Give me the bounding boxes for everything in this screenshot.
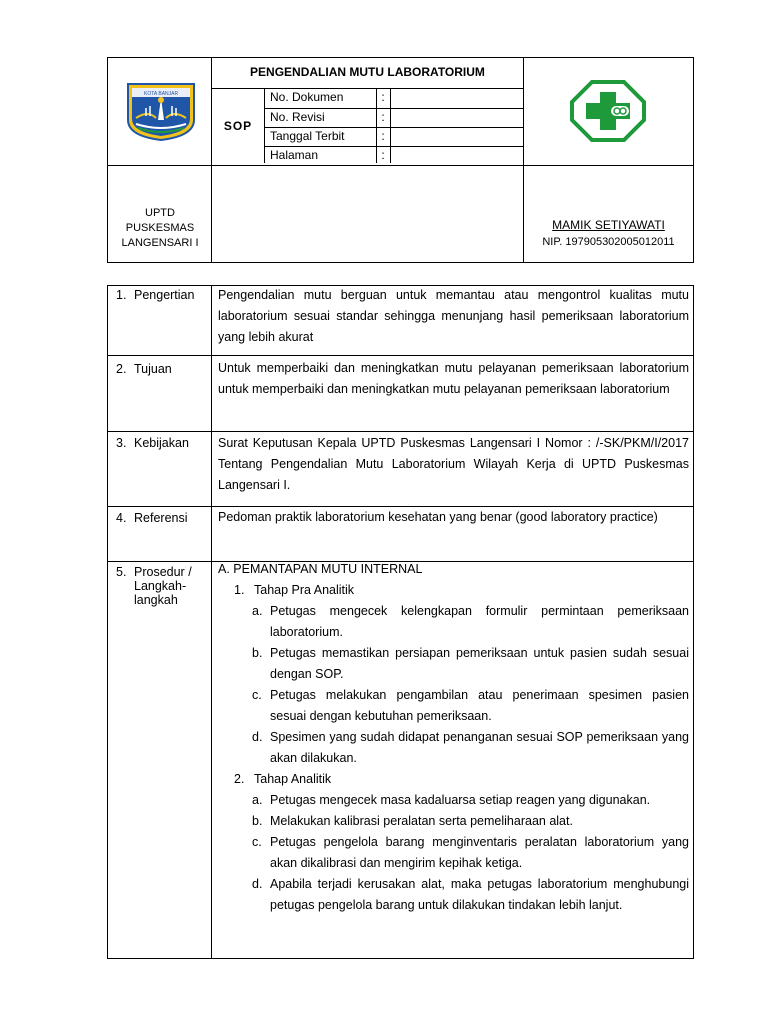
stage-title: Tahap Pra Analitik xyxy=(254,583,355,597)
list-item xyxy=(218,790,689,811)
organization-name xyxy=(108,165,212,264)
stage-heading xyxy=(218,580,689,601)
row-divider xyxy=(108,355,693,356)
item-letter: a. xyxy=(252,604,263,618)
signer-block xyxy=(523,165,694,264)
meta-colon: : xyxy=(381,148,385,162)
sop-label: SOP xyxy=(223,119,253,133)
section-number: 5. xyxy=(116,565,127,579)
section-title: Prosedur / xyxy=(134,565,192,579)
item-text: Melakukan kalibrasi peralatan serta pemeliharaan alat. xyxy=(270,814,573,828)
section-title: Tujuan xyxy=(134,362,172,376)
stage-heading xyxy=(218,769,689,790)
meta-label: Halaman xyxy=(270,148,319,162)
item-letter: d. xyxy=(252,877,263,891)
logo-lettering: KOTA BANJAR xyxy=(144,91,179,97)
item-text: Petugas memastikan persiapan pemeriksaan untuk pasien sudah sesuai dengan SOP. xyxy=(270,646,689,681)
item-text: Petugas mengecek kelengkapan formulir permintaan pemeriksaan laboratorium. xyxy=(270,604,689,639)
list-item xyxy=(218,832,689,874)
item-text: Apabila terjadi kerusakan alat, maka petugas laboratorium menghubungi petugas pengelola barang untuk dilakukan tindakan lebih lanjut. xyxy=(270,877,689,912)
org-line: PUSKESMAS xyxy=(125,222,195,234)
section-text-kebijakan: Surat Keputusan Kepala UPTD Puskesmas Langensari I Nomor : /-SK/PKM/I/2017 Tentang Pengendalian Mutu Laboratorium Wilayah Kerja di UPTD Puskesmas Langensari I. xyxy=(218,436,689,492)
section-number: 2. xyxy=(116,362,127,376)
item-letter: b. xyxy=(252,646,263,660)
section-title: Pengertian xyxy=(134,288,195,302)
item-letter: b. xyxy=(252,814,263,828)
sop-content-table xyxy=(107,285,694,959)
section-title: Referensi xyxy=(134,511,188,525)
item-text: Spesimen yang sudah didapat penanganan sesuai SOP pemeriksaan yang akan dilakukan. xyxy=(270,730,689,765)
section-label-referensi xyxy=(116,511,188,525)
meta-colon: : xyxy=(381,90,385,104)
procedure-content xyxy=(218,559,689,916)
row-divider xyxy=(108,431,693,432)
section-label-kebijakan xyxy=(116,436,189,450)
section-number: 3. xyxy=(116,436,127,450)
section-text-tujuan: Untuk memperbaiki dan meningkatkan mutu pelayanan pemeriksaan laboratorium untuk memperbaiki dan meningkatkan mutu pelayanan pemeriksaan laboratorium xyxy=(218,361,689,396)
list-item xyxy=(218,601,689,643)
meta-label: No. Revisi xyxy=(270,110,325,124)
item-letter: d. xyxy=(252,730,263,744)
stage-number: 2. xyxy=(234,772,245,786)
section-title: Langkah- xyxy=(134,579,187,593)
item-letter: a. xyxy=(252,793,263,807)
list-item xyxy=(218,685,689,727)
meta-row-no-dokumen xyxy=(264,88,523,107)
signer-nip: NIP. 197905302005012011 xyxy=(542,236,675,248)
section-text-referensi: Pedoman praktik laboratorium kesehatan yang benar (good laboratory practice) xyxy=(218,510,658,524)
stage-number: 1. xyxy=(234,583,245,597)
kota-banjar-logo xyxy=(122,80,200,142)
list-item xyxy=(218,643,689,685)
document-title: PENGENDALIAN MUTU LABORATORIUM xyxy=(250,65,485,79)
procedure-heading: A. PEMANTAPAN MUTU INTERNAL xyxy=(218,562,423,576)
sop-header-table xyxy=(107,57,694,263)
item-text: Petugas melakukan pengambilan atau penerimaan spesimen pasien sesuai dengan kebutuhan pemeriksaan. xyxy=(270,688,689,723)
item-text: Petugas mengecek masa kadaluarsa setiap reagen yang digunakan. xyxy=(270,793,651,807)
meta-row-halaman xyxy=(264,146,523,165)
signer-name: MAMIK SETIYAWATI xyxy=(552,218,665,232)
item-letter: c. xyxy=(252,688,262,702)
section-label-tujuan xyxy=(116,362,172,376)
list-item xyxy=(218,727,689,769)
list-item xyxy=(218,874,689,916)
meta-row-tanggal-terbit xyxy=(264,127,523,146)
section-label-prosedur xyxy=(116,565,192,607)
section-label-pengertian xyxy=(116,288,194,302)
section-text-pengertian: Pengendalian mutu berguan untuk memantau atau mengontrol kualitas mutu laboratorium sesuai standar sehingga menunjang hasil pemeriksaan laboratorium yang lebih akurat xyxy=(218,288,689,344)
meta-row-no-revisi xyxy=(264,108,523,127)
section-title: Kebijakan xyxy=(134,436,189,450)
list-item xyxy=(218,811,689,832)
meta-label: No. Dokumen xyxy=(270,90,344,104)
org-line: LANGENSARI I xyxy=(121,237,199,249)
puskesmas-logo xyxy=(570,80,646,142)
meta-colon: : xyxy=(381,129,385,143)
stage-title: Tahap Analitik xyxy=(254,772,332,786)
section-number: 4. xyxy=(116,511,127,525)
meta-colon: : xyxy=(381,110,385,124)
item-letter: c. xyxy=(252,835,262,849)
meta-label: Tanggal Terbit xyxy=(270,129,345,143)
section-title: langkah xyxy=(134,593,178,607)
item-text: Petugas pengelola barang menginventaris peralatan laboratorium yang akan dikalibrasi dan mengirim kepihak ketiga. xyxy=(270,835,689,870)
column-divider xyxy=(211,286,212,958)
section-number: 1. xyxy=(116,288,127,302)
org-line: UPTD xyxy=(145,207,175,219)
